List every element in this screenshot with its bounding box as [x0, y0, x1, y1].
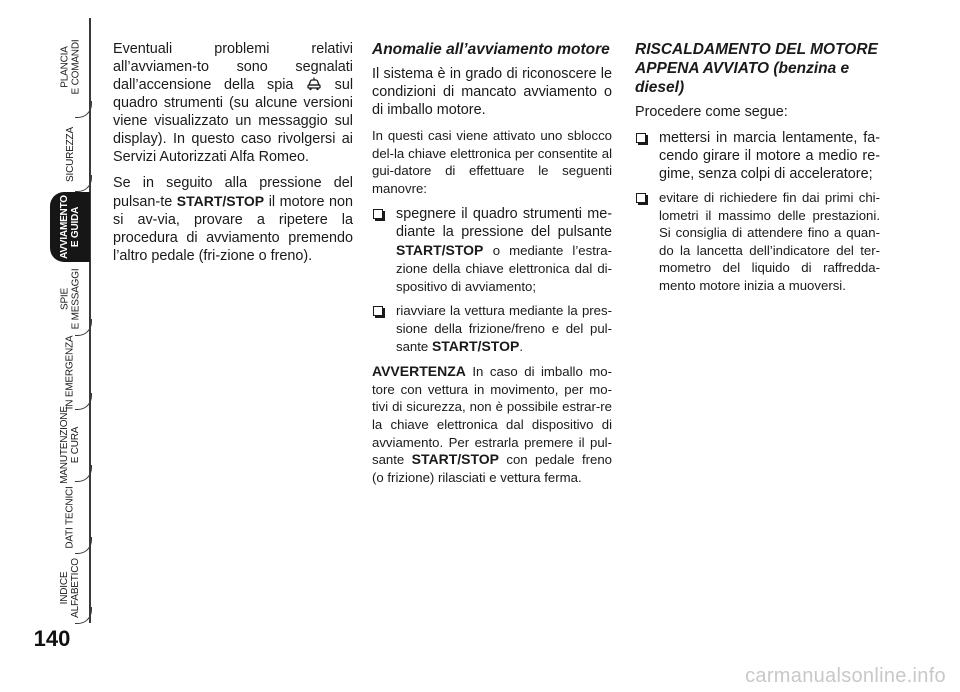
tab-indice-alfabetico[interactable]: [50, 554, 90, 622]
page-number: 140: [33, 626, 71, 651]
manoeuvre-list: [372, 205, 612, 355]
checkbox-bullet-icon: [373, 306, 383, 316]
column-2: [372, 40, 612, 494]
checkbox-bullet-icon: [636, 133, 646, 143]
section-heading-anomalie: Anomalie all’avviamento motore: [372, 41, 610, 58]
tab-label: DATI TECNICI: [64, 485, 76, 549]
chapter-sidebar: [0, 0, 100, 692]
tab-label: IN EMERGENZA: [64, 335, 76, 409]
list-item: evitare di richiedere fin dai primi chi-lometri il massimo delle prestazioni. Si consiglia di attendere fino a quan-do la lancetta dell’indicatore del ter-mometro del liquido di raffredda-mento motore inizia a muoversi.: [635, 189, 880, 295]
tab-label: AVVIAMENTO E GUIDA: [59, 195, 81, 259]
paragraph-intro: Procedere come segue:: [635, 104, 788, 120]
tab-dati-tecnici[interactable]: [50, 482, 90, 552]
list-item: riavviare la vettura mediante la pres-sione della frizione/freno e del pul-sante START/STOP.: [372, 302, 612, 355]
checkbox-bullet-icon: [636, 193, 646, 203]
list-item: mettersi in marcia lentamente, fa-cendo girare il motore a medio re-gime, senza colpi di acceleratore;: [635, 129, 880, 183]
warmup-list: [635, 129, 880, 295]
tab-sicurezza[interactable]: [50, 118, 90, 190]
tab-spie-e-messaggi[interactable]: [50, 264, 90, 334]
warning-label: AVVERTENZA: [372, 363, 466, 380]
checkbox-bullet-icon: [373, 209, 383, 219]
list-item: spegnere il quadro strumenti me-diante la pressione del pulsante START/STOP o mediante l’estra-zione della chiave elettronica dal di-spositivo di avviamento;: [372, 205, 612, 296]
start-stop-key: START/STOP: [411, 451, 500, 468]
paragraph-warning-light: Eventuali problemi relativi all’avviamen-to sono segnalati dall’accensione della spia sul quadro strumenti (su alcune versioni viene visualizzato un messaggio sul display). In questo caso rivolgersi ai Servizi Autorizzati Alfa Romeo.: [113, 41, 354, 165]
start-stop-key: START/STOP: [176, 193, 265, 209]
engine-warning-light-icon: [306, 77, 322, 91]
start-stop-key: START/STOP: [431, 337, 520, 354]
paragraph-system: Il sistema è in grado di riconoscere le condizioni di mancato avviamento o di imballo motore.: [372, 66, 612, 118]
tab-in-emergenza[interactable]: [50, 336, 90, 408]
tab-plancia-e-comandi[interactable]: [50, 18, 90, 116]
tab-label: MANUTENZIONE E CURA: [59, 406, 82, 484]
tab-label: SPIE E MESSAGGI: [59, 268, 82, 330]
watermark: carmanualsonline.info: [745, 665, 946, 687]
tab-avviamento-e-guida[interactable]: [50, 192, 90, 262]
section-heading-riscaldamento: RISCALDAMENTO DEL MOTORE APPENA AVVIATO (benzina e diesel): [635, 41, 878, 96]
start-stop-key: START/STOP: [396, 242, 484, 259]
paragraph-avvertenza: AVVERTENZA In caso di imballo mo-tore con vettura in movimento, per mo-tivi di sicurezza, non è possibile estrar-re la chiave elettronica dal dispositivo di avviamento. Per estrarla premere il pul-sante START/STOP con pedale freno (o frizione) rilasciati e vettura ferma.: [372, 363, 613, 485]
tab-label: PLANCIA E COMANDI: [59, 39, 81, 95]
paragraph-unlock: In questi casi viene attivato uno sblocco del-la chiave elettronica per consentite al gui-datore di effettuare le seguenti manovre:: [372, 128, 612, 196]
tab-label: INDICE ALFABETICO: [59, 558, 81, 618]
tab-manutenzione-e-cura[interactable]: [50, 406, 90, 484]
column-3: [635, 40, 880, 303]
paragraph-retry-start: Se in seguito alla pressione del pulsan-te START/STOP il motore non si av-via, provare a ripetere la procedura di avviamento premendo l’altro pedale (fri-zione o freno).: [113, 175, 354, 264]
tab-label: SICUREZZA: [64, 126, 76, 182]
column-1: [113, 40, 353, 273]
